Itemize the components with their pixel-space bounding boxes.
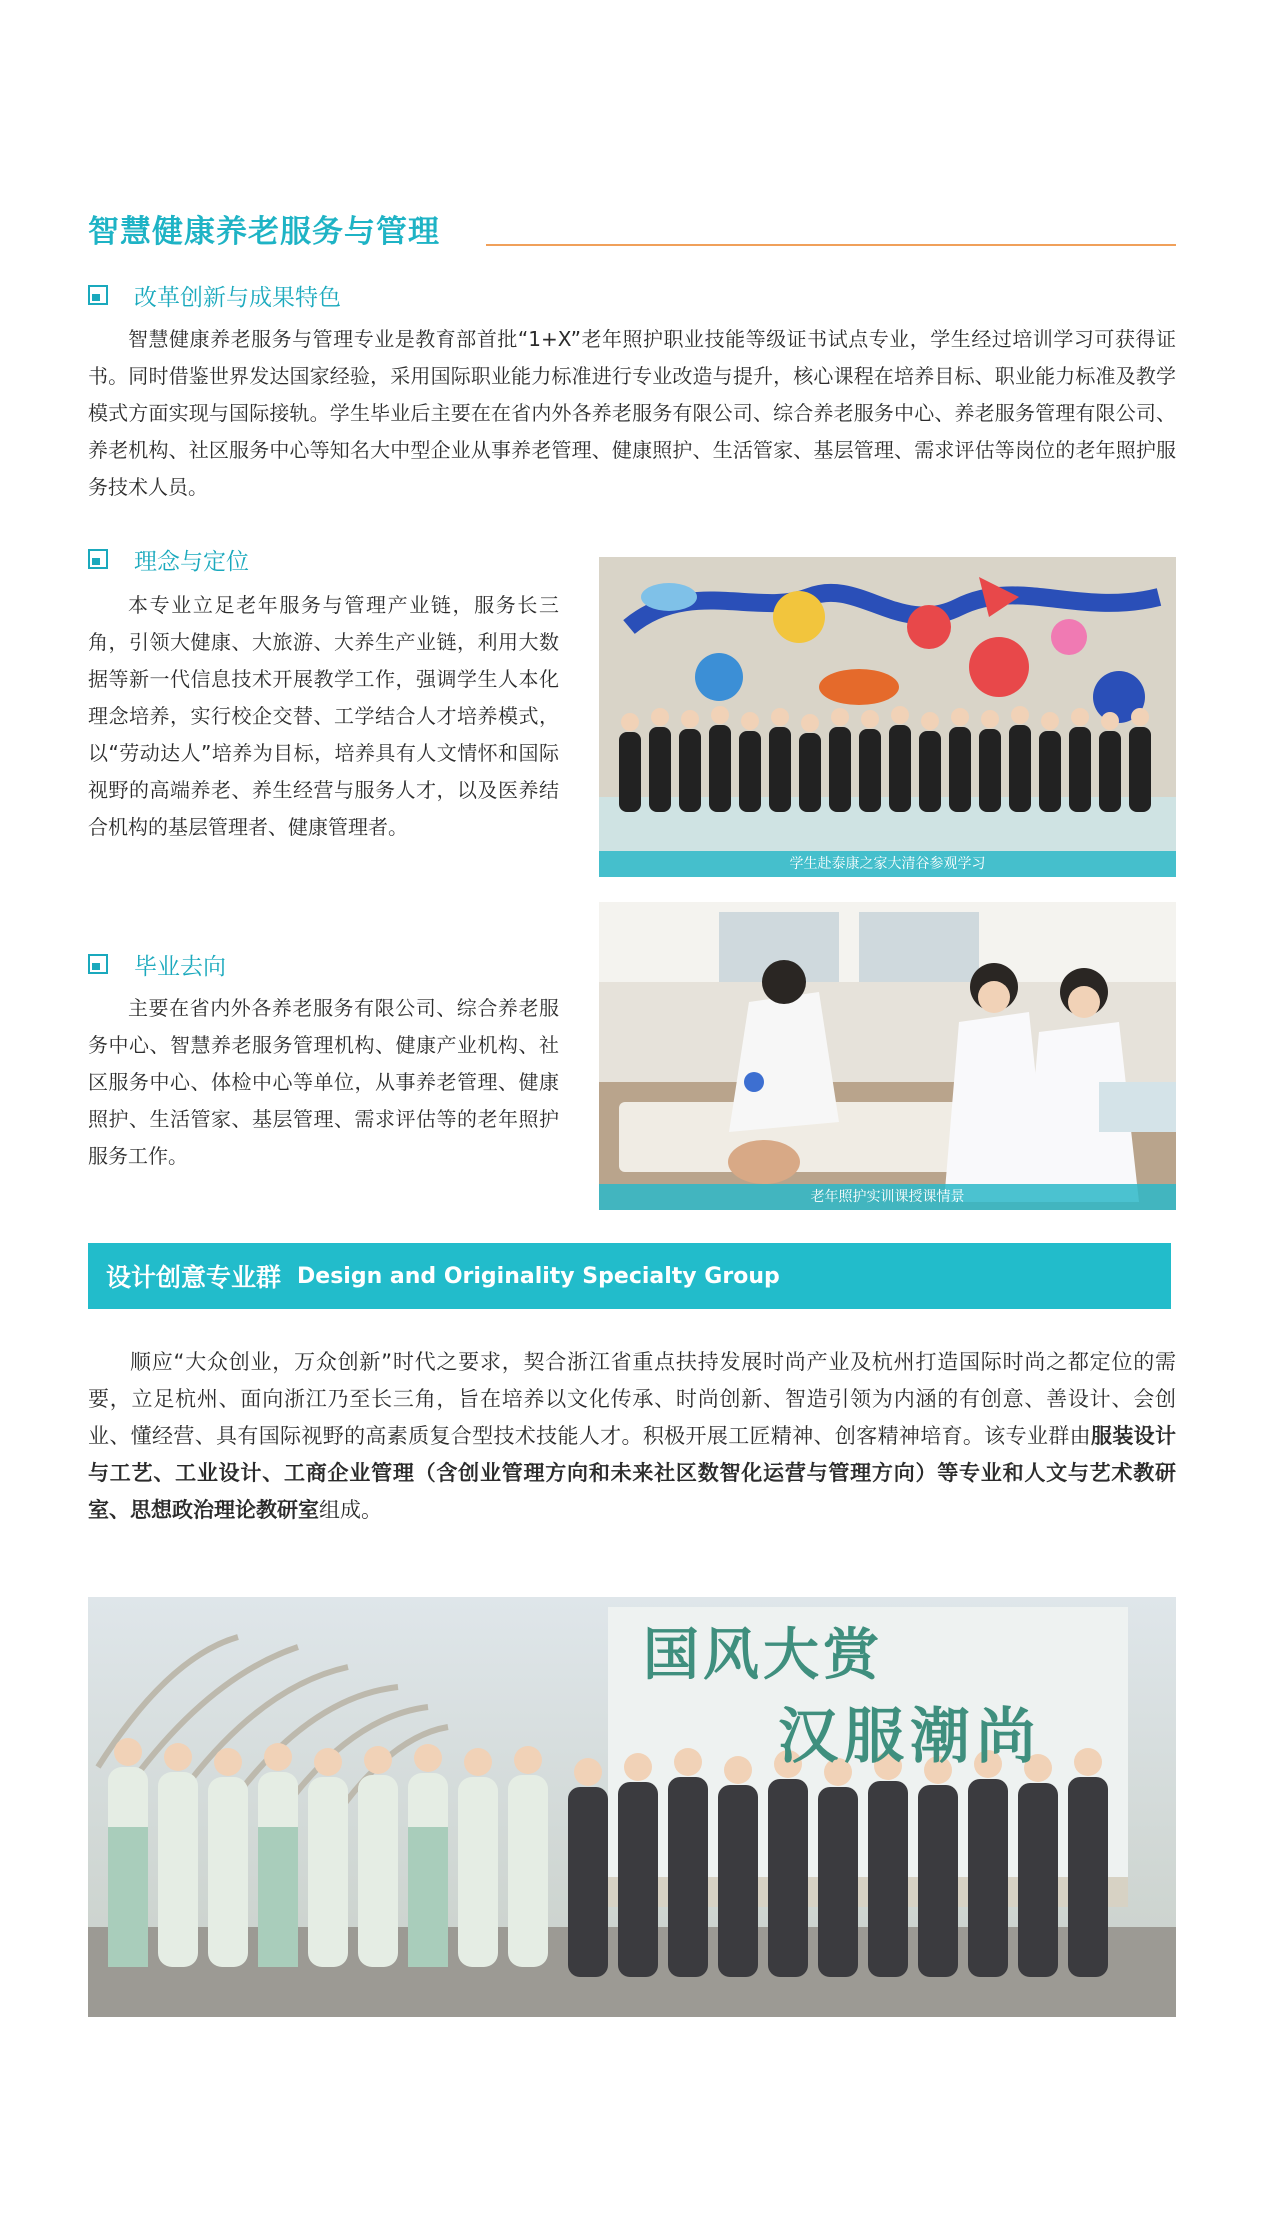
design-text-part1: 顺应“大众创业，万众创新”时代之要求，契合浙江省重点扶持发展时尚产业及杭州打造国际时尚之都定位的需要，立足杭州、面向浙江乃至长三角，旨在培养以文化传承、时尚创新、智造引领为内涵的有创意、善设计、会创业、懂经营、具有国际视野的高素质复合型技术技能人才。积极开展工匠精神、创客精神培育。该专业群由 <box>88 1350 1176 1448</box>
subheading-career <box>88 948 226 980</box>
section-banner <box>88 1243 1171 1309</box>
square-bullet-icon <box>88 549 108 569</box>
subheading-concept-text: 理念与定位 <box>134 548 249 575</box>
square-bullet-icon <box>88 954 108 974</box>
photo-banner-line1: 国风大赏 <box>643 1622 883 1688</box>
design-paragraph <box>88 1344 1176 1529</box>
page-title: 智慧健康养老服务与管理 <box>88 214 440 250</box>
photo-hanfu-event <box>88 1597 1176 2017</box>
banner-title-en: Design and Originality Specialty Group <box>297 1263 780 1289</box>
design-text-bold: 服装设计与工艺、工业设计、工商企业管理（含创业管理方向和未来社区数智化运营与管理方向）等专业和人文与艺术教研室、思想政治理论教研室 <box>88 1424 1177 1522</box>
photo-caption: 学生赴泰康之家大清谷参观学习 <box>599 851 1176 877</box>
subheading-reform <box>88 279 341 311</box>
subheading-concept <box>88 543 249 575</box>
subheading-career-text: 毕业去向 <box>134 953 226 980</box>
career-paragraph: 主要在省内外各养老服务有限公司、综合养老服务中心、智慧养老服务管理机构、健康产业机构、社区服务中心、体检中心等单位，从事养老管理、健康照护、生活管家、基层管理、需求评估等的老年照护服务工作。 <box>88 996 559 1168</box>
photo-banner-line2: 汉服潮尚 <box>778 1702 1042 1772</box>
photo-nursing-training <box>599 902 1176 1210</box>
design-text-part3: 组成。 <box>319 1498 382 1522</box>
reform-paragraph: 智慧健康养老服务与管理专业是教育部首批“1+X”老年照护职业技能等级证书试点专业，学生经过培训学习可获得证书。同时借鉴世界发达国家经验，采用国际职业能力标准进行专业改造与提升，核心课程在培养目标、职业能力标准及教学模式方面实现与国际接轨。学生毕业后主要在在省内外各养老服务有限公司、综合养老服务中心、养老服务管理有限公司、养老机构、社区服务中心等知名大中型企业从事养老管理、健康照护、生活管家、基层管理、需求评估等岗位的老年照护服务技术人员。 <box>88 327 1176 499</box>
subheading-reform-text: 改革创新与成果特色 <box>134 284 341 311</box>
concept-paragraph: 本专业立足老年服务与管理产业链，服务长三角，引领大健康、大旅游、大养生产业链，利用大数据等新一代信息技术开展教学工作，强调学生人本化理念培养，实行校企交替、工学结合人才培养模式，以“劳动达人”培养为目标，培养具有人文情怀和国际视野的高端养老、养生经营与服务人才，以及医养结合机构的基层管理者、健康管理者。 <box>88 593 559 839</box>
title-divider <box>486 244 1176 246</box>
photo-caption: 老年照护实训课授课情景 <box>599 1184 1176 1210</box>
photo-group-visit <box>599 557 1176 877</box>
banner-title-cn: 设计创意专业群 <box>106 1263 282 1292</box>
square-bullet-icon <box>88 285 108 305</box>
